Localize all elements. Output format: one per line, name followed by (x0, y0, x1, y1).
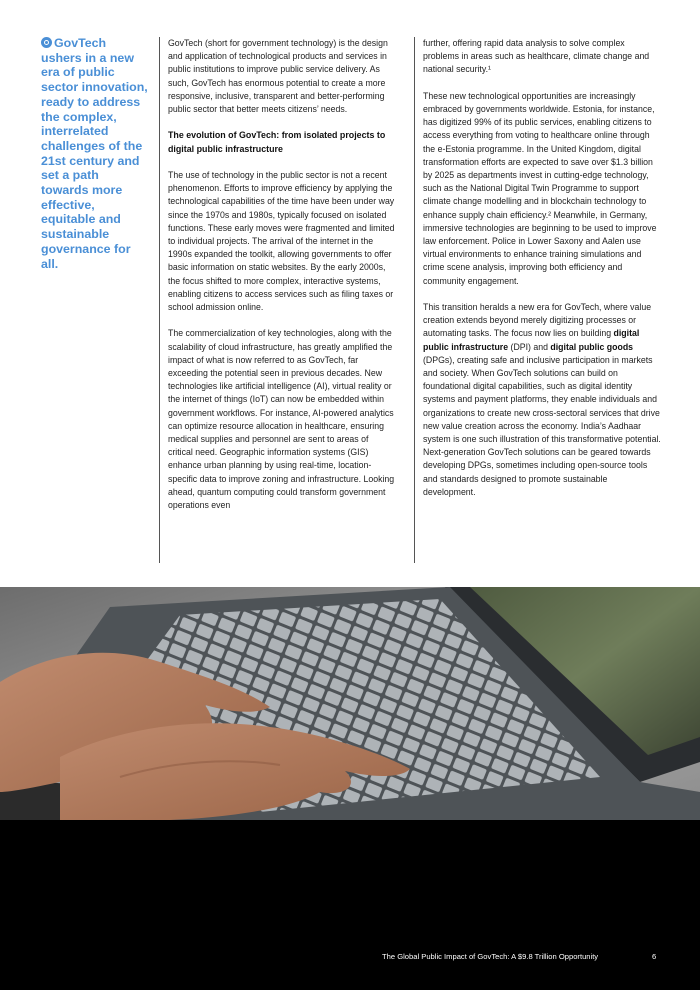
evolution-paragraph: The use of technology in the public sector is not a recent phenomenon. Efforts to improve efficiency by applying the technological capabilities of the time have been under way since the 1970s and 1980s, typically focused on isolated functions. These early moves were fragmented and limited to individual projects. The arrival of the internet in the 1990s expanded the toolkit, allowing governments to offer basic information on static websites. By the early 2000s, the focus shifted to more complex, interactive systems, enabling citizens to access services such as filing taxes or school admission online. (168, 170, 395, 313)
pull-quote-icon (41, 37, 52, 48)
page-number: 6 (652, 952, 657, 961)
body-column-right (414, 37, 662, 563)
commercialization-paragraph: The commercialization of key technologies, along with the scalability of cloud infrastructure, has greatly amplified the impact of what is now referred to as GovTech, far exceeding the potential seen in previous decades. New technologies like artificial intelligence (AI), virtual reality or the internet of things (IoT) can now be embedded within government workflows. For instance, AI-powered analytics can optimize resource allocation in healthcare, ensuring medical supplies and personnel are sent to areas of critical need. Geographic information systems (GIS) enhance urban planning by using real-time, location-specific data to improve zoning and infrastructure. Looking ahead, quantum computing could transform government operations even (168, 328, 395, 511)
continued-paragraph: further, offering rapid data analysis to solve complex problems in areas such as healthcare, climate change and national security.¹ (423, 38, 650, 75)
opportunities-paragraph: These new technological opportunities are increasingly embraced by governments worldwide. Estonia, for instance, has digitized 99% of its public services, enabling citizens to access everything from voting to healthcare online through the e-Estonia programme. In the United Kingdom, digital transformation efforts are expected to save over $1.3 billion by 2025 as departments invest in cutting-edge technology, such as the National Digital Twin Programme to support climate change modelling and in blockchain technology to enhance supply chain efficiency.² Meanwhile, in Germany, immersive technologies are beginning to be used to improve law enforcement. Police in Lower Saxony and Aalen use virtual environments to enhance training simulations and crime scene analysis, improving both efficiency and community engagement. (423, 90, 657, 286)
pull-quote-text: GovTech ushers in a new era of public sector innovation, ready to address the complex, interrelated challenges of the 21st century and set a path towards more effective, equitable and sustainable governance for all. (41, 36, 148, 271)
footer-band (0, 820, 700, 990)
laptop-typing-photo (0, 587, 700, 820)
dpg-term: digital public goods (550, 341, 634, 352)
body-column-left (159, 37, 395, 563)
intro-paragraph: GovTech (short for government technology) is the design and application of technological products and services in public institutions to improve public service delivery. As such, GovTech has enormous potential to create a more responsive, inclusive, transparent and better-performing public sector that better meets citizens’ needs. (168, 38, 388, 115)
footer-title: The Global Public Impact of GovTech: A $9.8 Trillion Opportunity (382, 952, 599, 961)
section-heading: The evolution of GovTech: from isolated projects to digital public infrastructure (168, 130, 386, 154)
dpi-term: digital public infrastructure (423, 328, 640, 352)
pull-quote (41, 36, 149, 271)
transition-paragraph: This transition heralds a new era for GovTech, where value creation extends beyond merely digitizing processes or automating tasks. The focus now lies on building digital public infrastructure (DPI) and digital public goods (DPGs), creating safe and inclusive participation in markets and society. When GovTech solutions can build on foundational digital capabilities, such as digital identity systems and payment platforms, they enable individuals and organizations to create new cross-sectoral services that drive new value creation across the economy. India’s Aadhaar system is one such illustration of this transformative potential. Next-generation GovTech solutions can be geared towards developing DPGs, sometimes including open-source tools and standards designed to promote sustainable development. (423, 302, 661, 497)
